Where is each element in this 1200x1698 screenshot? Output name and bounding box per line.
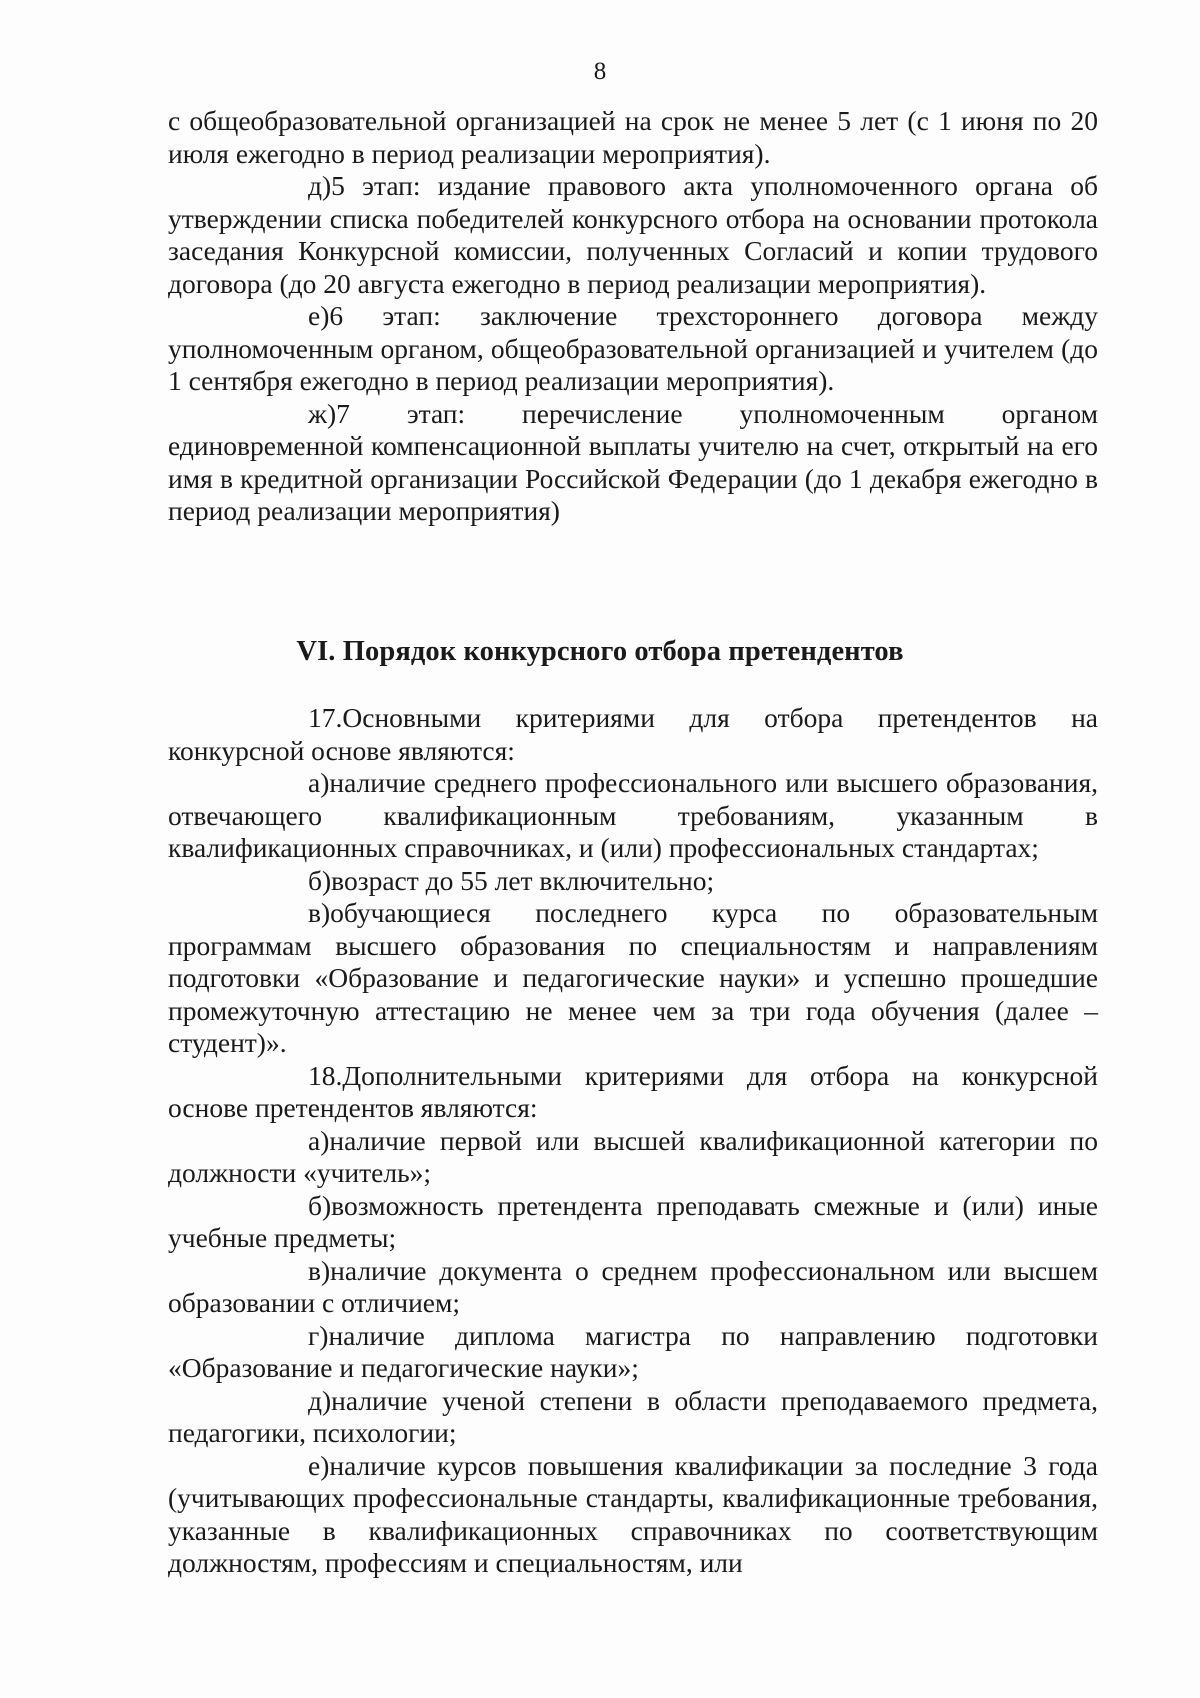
item-text: наличие среднего профессионального или высшего образования, отвечающего квалификационным требованиям, указанным в квалификационных справочниках, и (или) профессиональных стандартах;	[168, 767, 1098, 863]
item-marker: б)	[308, 1189, 332, 1221]
item-marker: д)	[308, 1384, 332, 1416]
criteria-item	[168, 1385, 1098, 1450]
section-heading: VI. Порядок конкурсного отбора претендентов	[296, 636, 904, 667]
item-marker: в)	[308, 897, 331, 928]
criteria-item	[168, 767, 1098, 865]
item-marker: в)	[308, 1254, 331, 1286]
criteria-item	[168, 1190, 1098, 1255]
clause-marker: 18.	[308, 1059, 343, 1091]
clause-marker: 17.	[308, 702, 343, 733]
item-text: наличие первой или высшей квалификационной категории по должности «учитель»;	[168, 1124, 1098, 1188]
item-marker: а)	[308, 1124, 330, 1156]
clause-17	[168, 702, 1098, 767]
stage-text: 6 этап: заключение трехстороннего договора между уполномоченным органом, общеобразовательной организацией и учителем (до 1 сентября ежегодно в период реализации мероприятия).	[168, 300, 1098, 396]
stages-block	[168, 105, 1098, 528]
clause-text: Основными критериями для отбора претендентов на конкурсной основе являются:	[168, 702, 1098, 766]
stage-item	[168, 398, 1098, 528]
stage-text: 7 этап: перечисление уполномоченным органом единовременной компенсационной выплаты учителю на счет, открытый на его имя в кредитной организации Российской Федерации (до 1 декабря ежегодно в период реализации мероприятия)	[168, 397, 1098, 526]
item-text: возможность претендента преподавать смежные и (или) иные учебные предметы;	[168, 1189, 1098, 1253]
page-number: 8	[593, 58, 607, 85]
clause-text: Дополнительными критериями для отбора на конкурсной основе претендентов являются:	[168, 1059, 1098, 1123]
criteria-item	[168, 1450, 1098, 1580]
item-text: наличие диплома магистра по направлению подготовки «Образование и педагогические науки»;	[168, 1319, 1098, 1383]
item-text: обучающиеся последнего курса по образовательным программам высшего образования по специальностям и направлениям подготовки «Образование и педагогические науки» и успешно прошедшие промежуточную аттестацию не менее чем за три года обучения (далее – студент)».	[168, 897, 1098, 1058]
criteria-item	[168, 1255, 1098, 1320]
criteria-block	[168, 702, 1098, 1580]
item-text: наличие курсов повышения квалификации за последние 3 года (учитывающих профессиональные стандарты, квалификационные требования, указанные в квалификационных справочниках по соответствующим должностям, профессиям и специальностям, или	[168, 1449, 1098, 1578]
item-text: наличие документа о среднем профессиональном или высшем образовании с отличием;	[168, 1254, 1098, 1318]
stage-marker: ж)	[308, 397, 337, 429]
criteria-item	[168, 1320, 1098, 1385]
item-marker: г)	[308, 1319, 329, 1351]
item-text: возраст до 55 лет включительно;	[331, 864, 715, 896]
stage-item	[168, 170, 1098, 300]
stage-item	[168, 300, 1098, 398]
stage-marker: д)	[308, 170, 332, 201]
item-marker: а)	[308, 767, 330, 798]
stage-marker: е)	[308, 300, 330, 331]
item-text: наличие ученой степени в области преподаваемого предмета, педагогики, психологии;	[168, 1384, 1098, 1448]
intro-continuation: с общеобразовательной организацией на срок не менее 5 лет (с 1 июня по 20 июля ежегодно в период реализации мероприятия).	[168, 105, 1098, 169]
criteria-item	[168, 1125, 1098, 1190]
criteria-item	[168, 865, 1098, 898]
stage-text: 5 этап: издание правового акта уполномоченного органа об утверждении списка победителей конкурсного отбора на основании протокола заседания Конкурсной комиссии, полученных Согласий и копии трудового договора (до 20 августа ежегодно в период реализации мероприятия).	[168, 170, 1098, 299]
criteria-item	[168, 897, 1098, 1060]
item-marker: е)	[308, 1449, 330, 1481]
item-marker: б)	[308, 864, 332, 896]
clause-18	[168, 1060, 1098, 1125]
